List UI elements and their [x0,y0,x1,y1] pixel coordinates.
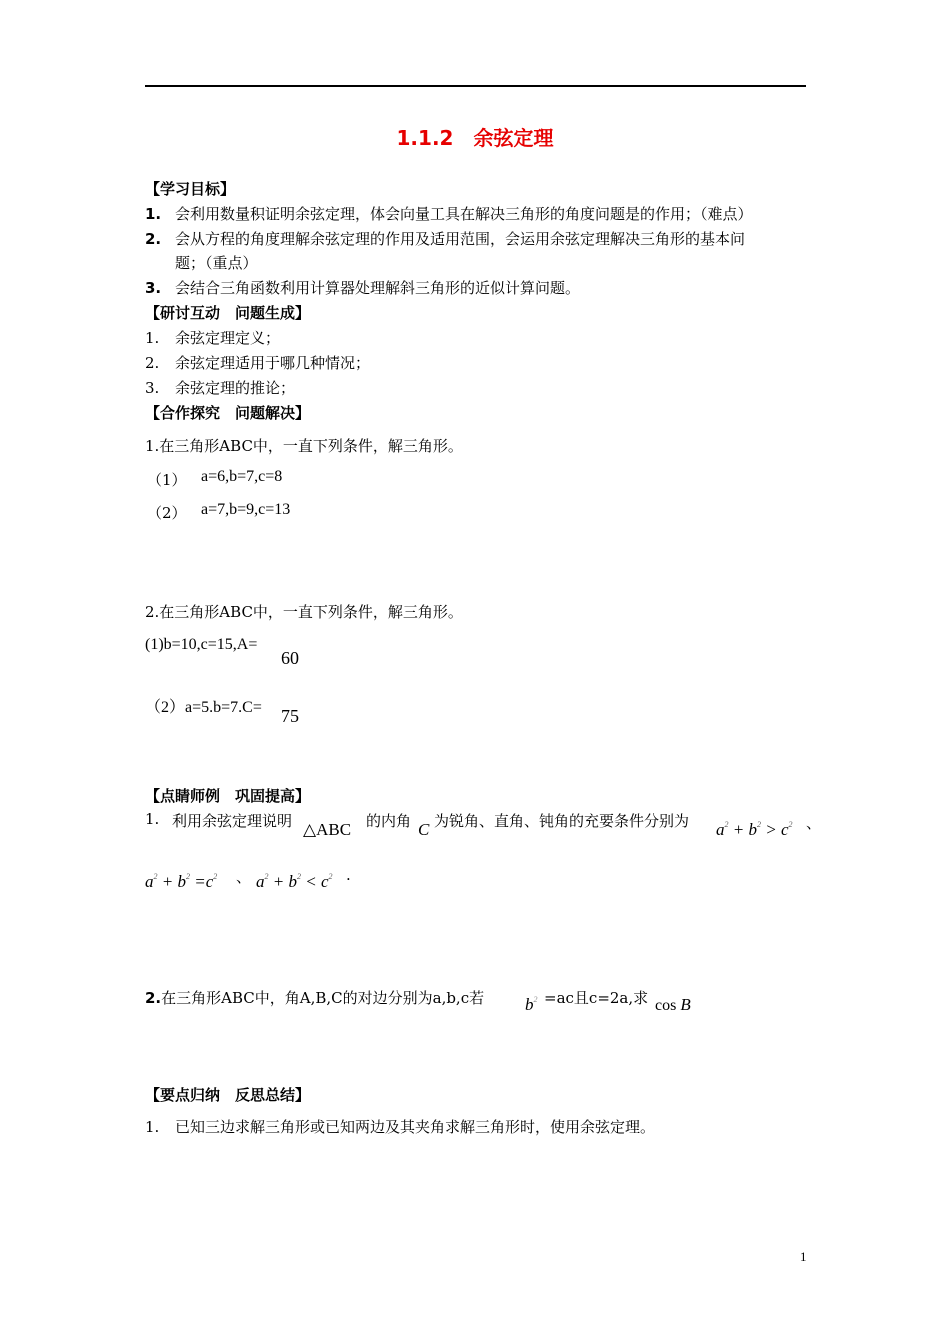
discuss-item-2 [145,352,370,373]
goal-item-1 [145,203,753,224]
inequality-acute: $a^2 + b^2 > c^2$ [716,820,793,839]
equation-right: $a^2 + b^2 =c^2$ [145,872,218,891]
goal-item-2-cont: 题；（重点） [175,254,258,272]
cos-var: B [680,995,691,1014]
separator: 、 [236,868,252,886]
discuss-item-1 [145,327,280,348]
inequality-obtuse: $a^2 + b^2 < c^2$ [256,872,333,891]
angle-value-75: 75 [281,706,299,726]
explore-q1-sub1: a=6,b=7,c=8 [201,468,283,485]
page-title: 1.1.2 余弦定理 [396,126,554,150]
explore-q1-sub1-label: （1） [147,471,187,489]
period: . [346,866,351,884]
goal-text: 会结合三角函数利用计算器处理解斜三角形的近似计算问题。 [175,279,581,297]
summary-heading: 【要点归纳 反思总结】 [145,1086,311,1104]
example-2 [145,987,484,1008]
triangle-abc: △ABC [303,820,352,839]
example-1-text-c: 为锐角、直角、钝角的充要条件分别为 [434,812,690,830]
goal-num: 2. [145,230,162,248]
example-1-text-a: 利用余弦定理说明 [172,812,293,830]
example-1-text-b: 的内角 [366,812,412,830]
goal-item-3 [145,277,580,298]
explore-q2: 2.在三角形ABC中，一直下列条件，解三角形。 [145,603,463,621]
explore-heading: 【合作探究 问题解决】 [145,404,311,422]
summary-text: 已知三边求解三角形或已知两边及其夹角求解三角形时，使用余弦定理。 [175,1118,656,1136]
explore-q1-sub2: a=7,b=9,c=13 [201,501,291,518]
goal-item-2 [145,228,745,249]
summary-item-1 [145,1116,655,1137]
goal-text: 会利用数量积证明余弦定理，体会向量工具在解决三角形的角度问题是的作用；（难点） [175,205,753,223]
cos-func: cos [655,997,677,1014]
explore-q1: 1.在三角形ABC中，一直下列条件，解三角形。 [145,437,463,455]
discuss-item-3 [145,377,295,398]
examples-heading: 【点睛师例 巩固提高】 [145,787,311,805]
discuss-heading: 【研讨互动 问题生成】 [145,304,311,322]
b-squared: $b^2$ [525,995,538,1014]
goals-heading: 【学习目标】 [145,180,236,198]
summary-num: 1. [145,1118,160,1136]
page-number: 1 [800,1249,807,1264]
discuss-text: 余弦定理定义； [175,329,281,347]
example-2-num: 2. [145,989,162,1007]
separator: 、 [806,814,822,832]
example-1-num: 1. [145,810,160,828]
angle-c: C [418,820,430,839]
discuss-num: 1. [145,329,160,347]
discuss-text: 余弦定理适用于哪几种情况； [175,354,371,372]
explore-q1-sub2-label: （2） [147,504,187,522]
goal-num: 3. [145,279,162,297]
cos-b [655,995,691,1015]
header-rule [145,85,806,87]
b-var: b [525,995,534,1014]
discuss-text: 余弦定理的推论； [175,379,296,397]
goal-num: 1. [145,205,162,223]
discuss-num: 3. [145,379,160,397]
example-2-text-b: =ac且c=2a,求 [544,989,649,1007]
explore-q2-sub1: (1)b=10,c=15,A= [145,636,258,653]
explore-q2-sub2: （2）a=5.b=7.C= [145,699,262,716]
angle-value-60: 60 [281,648,299,668]
goal-text: 会从方程的角度理解余弦定理的作用及适用范围，会运用余弦定理解决三角形的基本问 [175,230,746,248]
example-2-text-a: 在三角形ABC中，角A,B,C的对边分别为a,b,c若 [161,989,485,1007]
discuss-num: 2. [145,354,160,372]
